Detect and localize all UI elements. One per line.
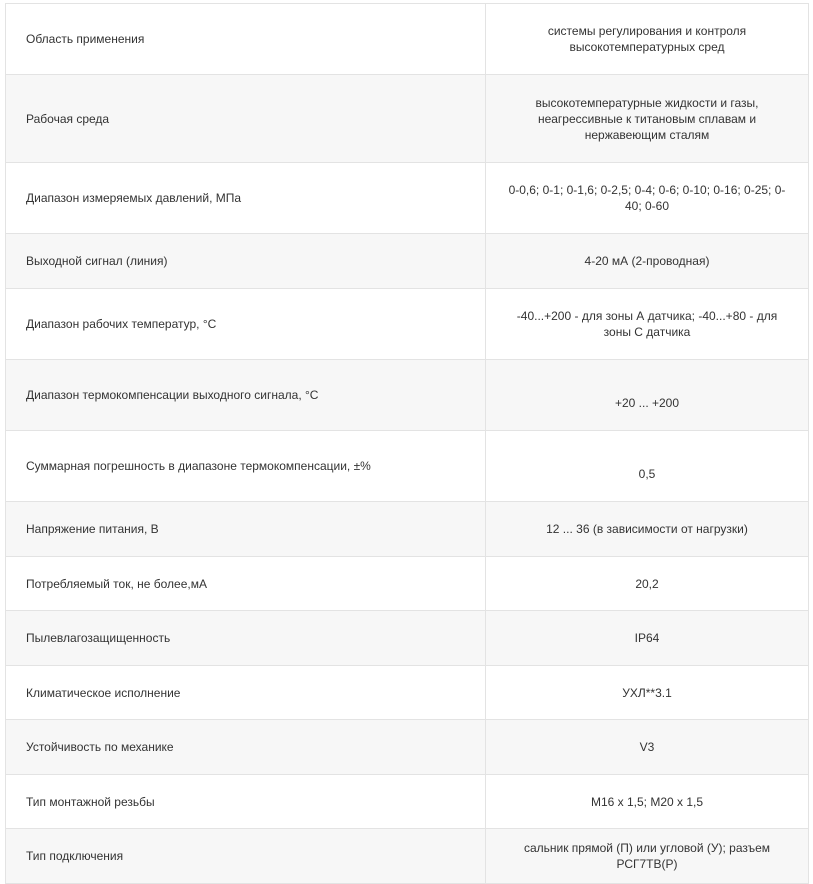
table-row bbox=[6, 163, 809, 234]
table-row bbox=[6, 611, 809, 666]
table-row bbox=[6, 234, 809, 289]
param-cell: Потребляемый ток, не более,мА bbox=[6, 557, 486, 611]
param-cell: Диапазон измеряемых давлений, МПа bbox=[6, 163, 486, 234]
value-text: V3 bbox=[639, 740, 655, 754]
value-cell bbox=[486, 75, 809, 163]
value-cell bbox=[486, 163, 809, 234]
table-row bbox=[6, 431, 809, 502]
table-row bbox=[6, 829, 809, 884]
param-cell: Суммарная погрешность в диапазоне термокомпенсации, ±% bbox=[6, 431, 486, 502]
value-text: УХЛ**3.1 bbox=[622, 685, 672, 700]
table-row bbox=[6, 289, 809, 360]
value-cell bbox=[486, 720, 809, 775]
value-text: +20 ... +200 bbox=[614, 396, 680, 410]
param-cell: Тип монтажной резьбы bbox=[6, 775, 486, 829]
value-text: высокотемпературные жидкости и газы, неагрессивные к титановым сплавам и нержавеющим сталям bbox=[535, 95, 759, 142]
param-cell: Диапазон рабочих температур, °С bbox=[6, 289, 486, 360]
value-cell bbox=[486, 502, 809, 557]
param-cell: Рабочая среда bbox=[6, 75, 486, 163]
value-text: 0,5 bbox=[638, 467, 656, 481]
value-cell bbox=[486, 775, 809, 829]
table-row bbox=[6, 4, 809, 75]
spec-table bbox=[5, 3, 809, 884]
value-cell bbox=[486, 4, 809, 75]
param-cell: Устойчивость по механике bbox=[6, 720, 486, 775]
table-row bbox=[6, 360, 809, 431]
param-cell: Область применения bbox=[6, 4, 486, 75]
value-text: М16 х 1,5; М20 х 1,5 bbox=[590, 794, 704, 809]
value-text: 12 ... 36 (в зависимости от нагрузки) bbox=[546, 522, 748, 536]
value-cell bbox=[486, 289, 809, 360]
param-cell: Пылевлагозащищенность bbox=[6, 611, 486, 666]
table-row bbox=[6, 666, 809, 720]
value-text: 0-0,6; 0-1; 0-1,6; 0-2,5; 0-4; 0-6; 0-10; 0-16; 0-25; 0-40; 0-60 bbox=[508, 183, 786, 213]
value-text: -40...+200 - для зоны А датчика; -40...+80 - для зоны С датчика bbox=[516, 309, 778, 339]
table-row bbox=[6, 720, 809, 775]
param-cell: Тип подключения bbox=[6, 829, 486, 884]
value-cell bbox=[486, 611, 809, 666]
param-cell: Диапазон термокомпенсации выходного сигнала, °С bbox=[6, 360, 486, 431]
value-text: сальник прямой (П) или угловой (У); разъем РСГ7ТВ(Р) bbox=[523, 841, 771, 871]
value-text: 20,2 bbox=[635, 576, 659, 591]
table-row bbox=[6, 502, 809, 557]
param-cell: Климатическое исполнение bbox=[6, 666, 486, 720]
value-cell bbox=[486, 666, 809, 720]
table-row bbox=[6, 775, 809, 829]
table-row bbox=[6, 557, 809, 611]
value-text: 4-20 мА (2-проводная) bbox=[584, 254, 710, 268]
param-cell: Напряжение питания, В bbox=[6, 502, 486, 557]
table-row bbox=[6, 75, 809, 163]
value-cell bbox=[486, 557, 809, 611]
value-cell bbox=[486, 234, 809, 289]
value-text: IP64 bbox=[634, 631, 660, 645]
param-cell: Выходной сигнал (линия) bbox=[6, 234, 486, 289]
value-cell bbox=[486, 829, 809, 884]
value-cell bbox=[486, 431, 809, 502]
value-cell bbox=[486, 360, 809, 431]
value-text: системы регулирования и контроля высокотемпературных сред bbox=[547, 24, 747, 54]
